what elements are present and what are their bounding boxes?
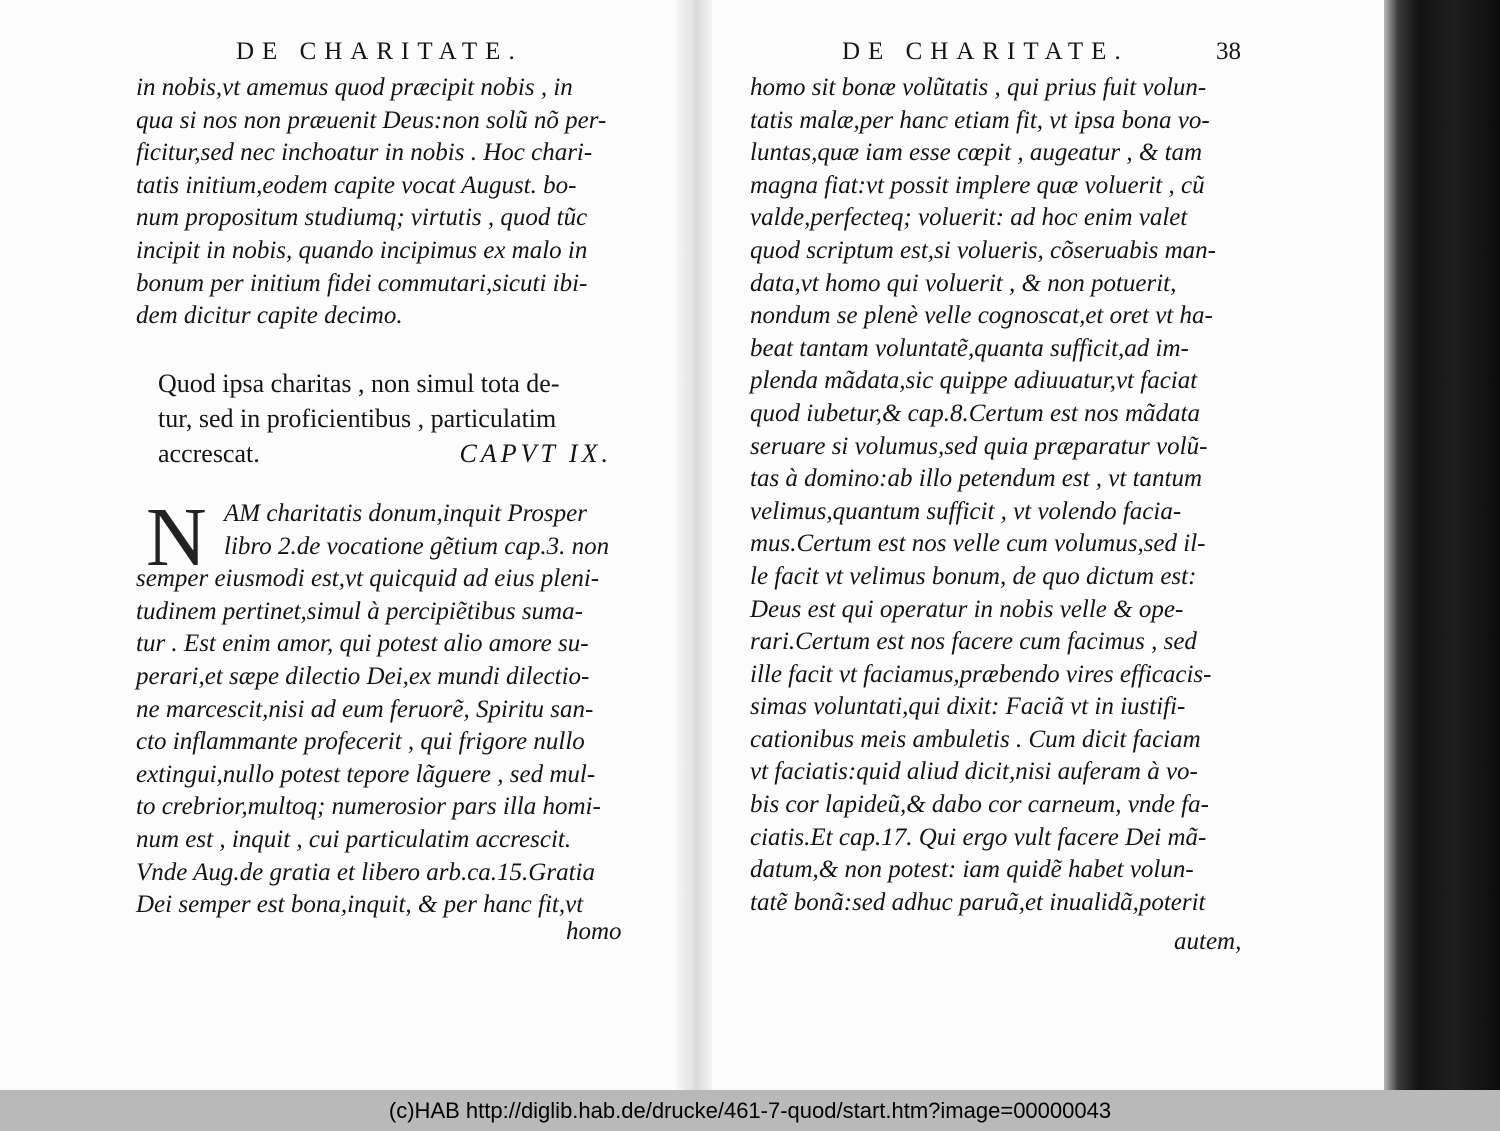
text-line: tatẽ bonã:sed adhuc paruã,et inualidã,poterit bbox=[750, 888, 1206, 916]
text-line: Vnde Aug.de gratia et libero arb.ca.15.Gratia bbox=[136, 858, 595, 886]
text-line: Deus est qui operatur in nobis velle & ope- bbox=[750, 595, 1184, 623]
chapter-number: CAPVT IX. bbox=[459, 439, 612, 468]
right-running-head: DE CHARITATE. bbox=[842, 38, 1129, 65]
text-line: to crebrior,multoq; numerosior pars illa homi- bbox=[136, 793, 601, 821]
text-line: beat tantam voluntatẽ,quanta sufficit,ad im- bbox=[750, 334, 1189, 362]
text-line: rari.Certum est nos facere cum facimus , sed bbox=[750, 628, 1197, 656]
text-line: plenda mãdata,sic quippe adiuuatur,vt faciat bbox=[750, 367, 1198, 395]
right-page bbox=[712, 0, 1384, 1090]
page-number: 38 bbox=[1216, 38, 1241, 65]
text-line: tas à domino:ab illo petendum est , vt tantum bbox=[750, 465, 1203, 493]
left-catchword: homo bbox=[566, 918, 622, 945]
text-line: bis cor lapideũ,& dabo cor carneum, vnde fa- bbox=[750, 791, 1209, 819]
text-line: quod iubetur,& cap.8.Certum est nos mãdata bbox=[750, 399, 1200, 427]
text-line: tudinem pertinet,simul à percipiẽtibus suma- bbox=[136, 597, 583, 625]
text-line: ne marcescit,nisi ad eum feruorẽ, Spiritu san- bbox=[136, 695, 594, 723]
footer-bar bbox=[0, 1090, 1500, 1131]
left-page bbox=[0, 0, 676, 1090]
text-line: dem dicitur capite decimo. bbox=[136, 302, 403, 330]
left-text-block-top bbox=[136, 72, 606, 333]
text-line: homo sit bonæ volũtatis , qui prius fuit volun- bbox=[750, 74, 1207, 101]
text-line: semper eiusmodi est,vt quicquid ad eius pleni- bbox=[136, 565, 600, 593]
scan-edge bbox=[1384, 0, 1500, 1090]
text-line: tatis initium,eodem capite vocat August. bo- bbox=[136, 171, 577, 199]
text-line: cto inflammante profecerit , qui frigore nullo bbox=[136, 728, 585, 756]
text-line: extingui,nullo potest tepore lãguere , sed mul- bbox=[136, 760, 596, 788]
chapter-heading-line: tur, sed in proficientibus , particulatim bbox=[158, 404, 557, 433]
text-line: quod scriptum est,si volueris, cõseruabis man- bbox=[750, 236, 1216, 264]
text-line: tatis malæ,per hanc etiam fit, vt ipsa bona vo- bbox=[750, 106, 1210, 134]
text-line: simas voluntati,qui dixit: Faciã vt in iustifi- bbox=[750, 693, 1186, 721]
text-line: magna fiat:vt possit implere quæ voluerit , cũ bbox=[750, 171, 1205, 199]
chapter-heading-line: Quod ipsa charitas , non simul tota de- bbox=[158, 369, 560, 398]
text-line: AM charitatis donum,inquit Prosper bbox=[224, 500, 587, 527]
text-line: datum,& non potest: iam quidẽ habet volun- bbox=[750, 856, 1194, 884]
text-line: libro 2.de vocatione gẽtium cap.3. non bbox=[224, 532, 610, 560]
chapter-heading-line: accrescat. bbox=[158, 439, 260, 468]
drop-cap: N bbox=[146, 491, 207, 584]
text-line: vt faciatis:quid aliud dicit,nisi auferam à vo- bbox=[750, 758, 1198, 786]
text-line: luntas,quæ iam esse cœpit , augeatur , & tam bbox=[750, 139, 1203, 167]
left-running-head: DE CHARITATE. bbox=[236, 38, 523, 65]
left-text-block-bottom bbox=[136, 491, 610, 922]
text-line: ficitur,sed nec inchoatur in nobis . Hoc chari- bbox=[136, 139, 593, 167]
right-text-block bbox=[750, 72, 1216, 919]
text-line: bonum per initium fidei commutari,sicuti ibi- bbox=[136, 269, 588, 297]
text-line: ille facit vt faciamus,præbendo vires efficacis- bbox=[750, 660, 1212, 688]
text-line: data,vt homo qui voluerit , & non potuerit, bbox=[750, 269, 1177, 297]
right-catchword: autem, bbox=[1174, 928, 1242, 955]
page-gutter bbox=[676, 0, 712, 1090]
text-line: in nobis,vt amemus quod præcipit nobis , in bbox=[136, 74, 573, 101]
chapter-heading bbox=[158, 366, 612, 471]
text-line: nondum se plenè velle cognoscat,et oret vt ha- bbox=[750, 302, 1213, 330]
text-line: seruare si volumus,sed quia præparatur volũ- bbox=[750, 432, 1208, 460]
text-line: cationibus meis ambuletis . Cum dicit faciam bbox=[750, 725, 1201, 753]
text-line: ciatis.Et cap.17. Qui ergo vult facere Dei mã- bbox=[750, 823, 1207, 851]
copyright-url[interactable]: (c)HAB http://diglib.hab.de/drucke/461-7-quod/start.htm?image=00000043 bbox=[388, 1097, 1112, 1123]
text-line: num propositum studiumq; virtutis , quod tũc bbox=[136, 204, 588, 232]
text-line: tur . Est enim amor, qui potest alio amore su- bbox=[136, 630, 589, 658]
text-line: mus.Certum est nos velle cum volumus,sed il- bbox=[750, 530, 1206, 558]
text-line: qua si nos non præuenit Deus:non solũ nõ per- bbox=[136, 106, 607, 134]
text-line: incipit in nobis, quando incipimus ex malo in bbox=[136, 236, 588, 264]
text-line: valde,perfecteq; voluerit: ad hoc enim valet bbox=[750, 204, 1188, 232]
text-line: Dei semper est bona,inquit, & per hanc fit,vt bbox=[136, 891, 584, 919]
text-line: num est , inquit , cui particulatim accrescit. bbox=[136, 825, 572, 853]
text-line: perari,et sæpe dilectio Dei,ex mundi dilectio- bbox=[136, 662, 590, 690]
text-line: le facit vt velimus bonum, de quo dictum est: bbox=[750, 562, 1197, 590]
text-line: velimus,quantum sufficit , vt volendo facia- bbox=[750, 497, 1182, 525]
